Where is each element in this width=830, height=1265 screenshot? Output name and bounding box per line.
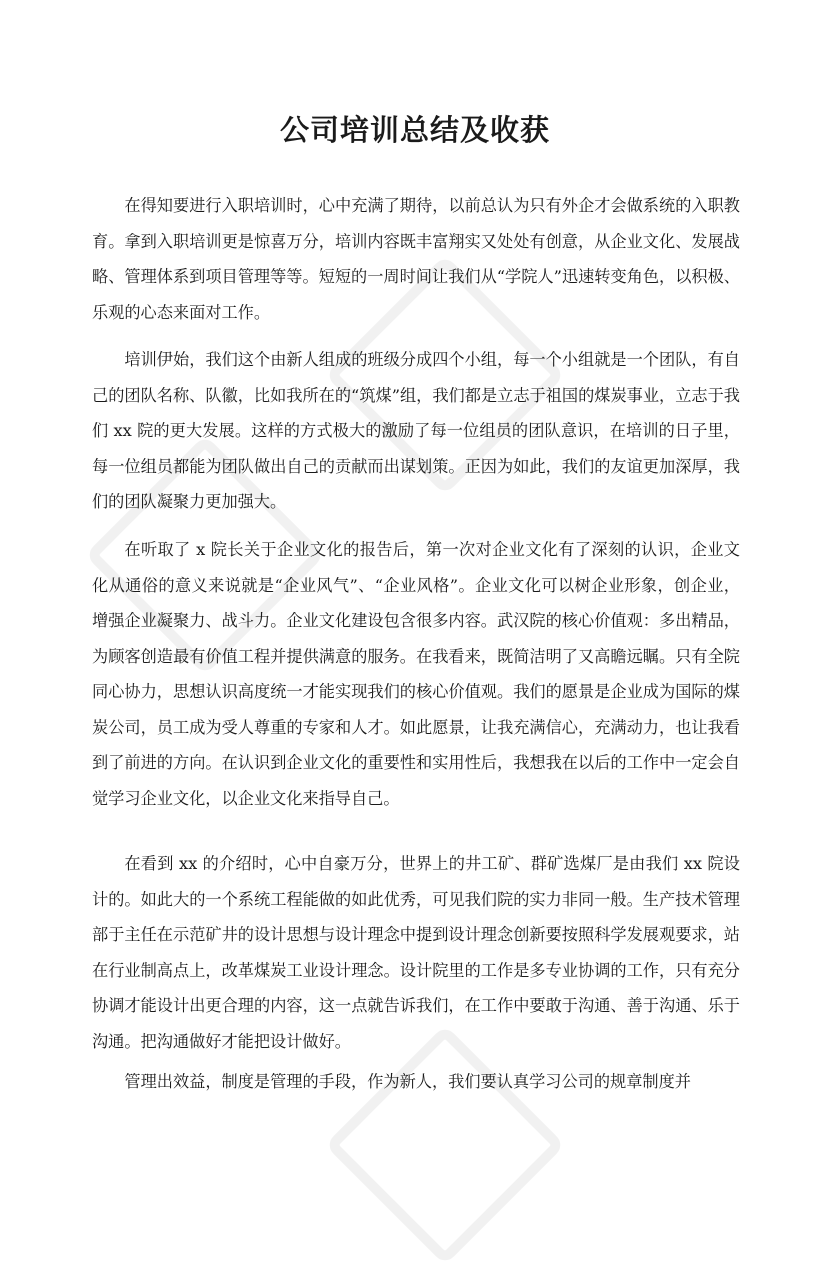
paragraph-2: 培训伊始，我们这个由新人组成的班级分成四个小组，每一个小组就是一个团队，有自己的团队名称、队徽，比如我所在的“筑煤”组，我们都是立志于祖国的煤炭事业，立志于我们 xx 院的更大发展。这样的方式极大的激励了每一位组员的团队意识，在培训的日子里，每一位组员都能为团队做出自己的贡献而出谋划策。正因为如此，我们的友谊更加深厚，我们的团队凝聚力更加强大。 — [92, 350, 740, 511]
paragraph-4: 在看到 xx 的介绍时，心中自豪万分，世界上的井工矿、群矿选煤厂是由我们 xx 院设计的。如此大的一个系统工程能做的如此优秀，可见我们院的实力非同一般。生产技术管理部于主任在示范矿井的设计思想与设计理念中提到设计理念创新要按照科学发展观要求，站在行业制高点上，改革煤炭工业设计理念。设计院里的工作是多专业协调的工作，只有充分协调才能设计出更合理的内容，这一点就告诉我们，在工作中要敢于沟通、善于沟通、乐于沟通。把沟通做好才能把设计做好。 — [92, 854, 740, 1051]
paragraph-5: 管理出效益，制度是管理的手段，作为新人，我们要认真学习公司的规章制度并 — [124, 1072, 691, 1091]
paragraph-3: 在听取了 x 院长关于企业文化的报告后，第一次对企业文化有了深刻的认识，企业文化从通俗的意义来说就是“企业风气”、“企业风格”。企业文化可以树企业形象，创企业，增强企业凝聚力、战斗力。企业文化建设包含很多内容。武汉院的核心价值观：多出精品，为顾客创造最有价值工程并提供满意的服务。在我看来，既简洁明了又高瞻远瞩。只有全院同心协力，思想认识高度统一才能实现我们的核心价值观。我们的愿景是企业成为国际的煤炭公司，员工成为受人尊重的专家和人才。如此愿景，让我充满信心，充满动力，也让我看到了前进的方向。在认识到企业文化的重要性和实用性后，我想我在以后的工作中一定会自觉学习企业文化，以企业文化来指导自己。 — [92, 540, 740, 808]
document-title: 公司培训总结及收获 — [279, 113, 550, 147]
paragraph-1: 在得知要进行入职培训时，心中充满了期待，以前总认为只有外企才会做系统的入职教育。拿到入职培训更是惊喜万分，培训内容既丰富翔实又处处有创意，从企业文化、发展战略、管理体系到项目管理等等。短短的一周时间让我们从“学院人”迅速转变角色，以积极、乐观的心态来面对工作。 — [92, 196, 740, 322]
